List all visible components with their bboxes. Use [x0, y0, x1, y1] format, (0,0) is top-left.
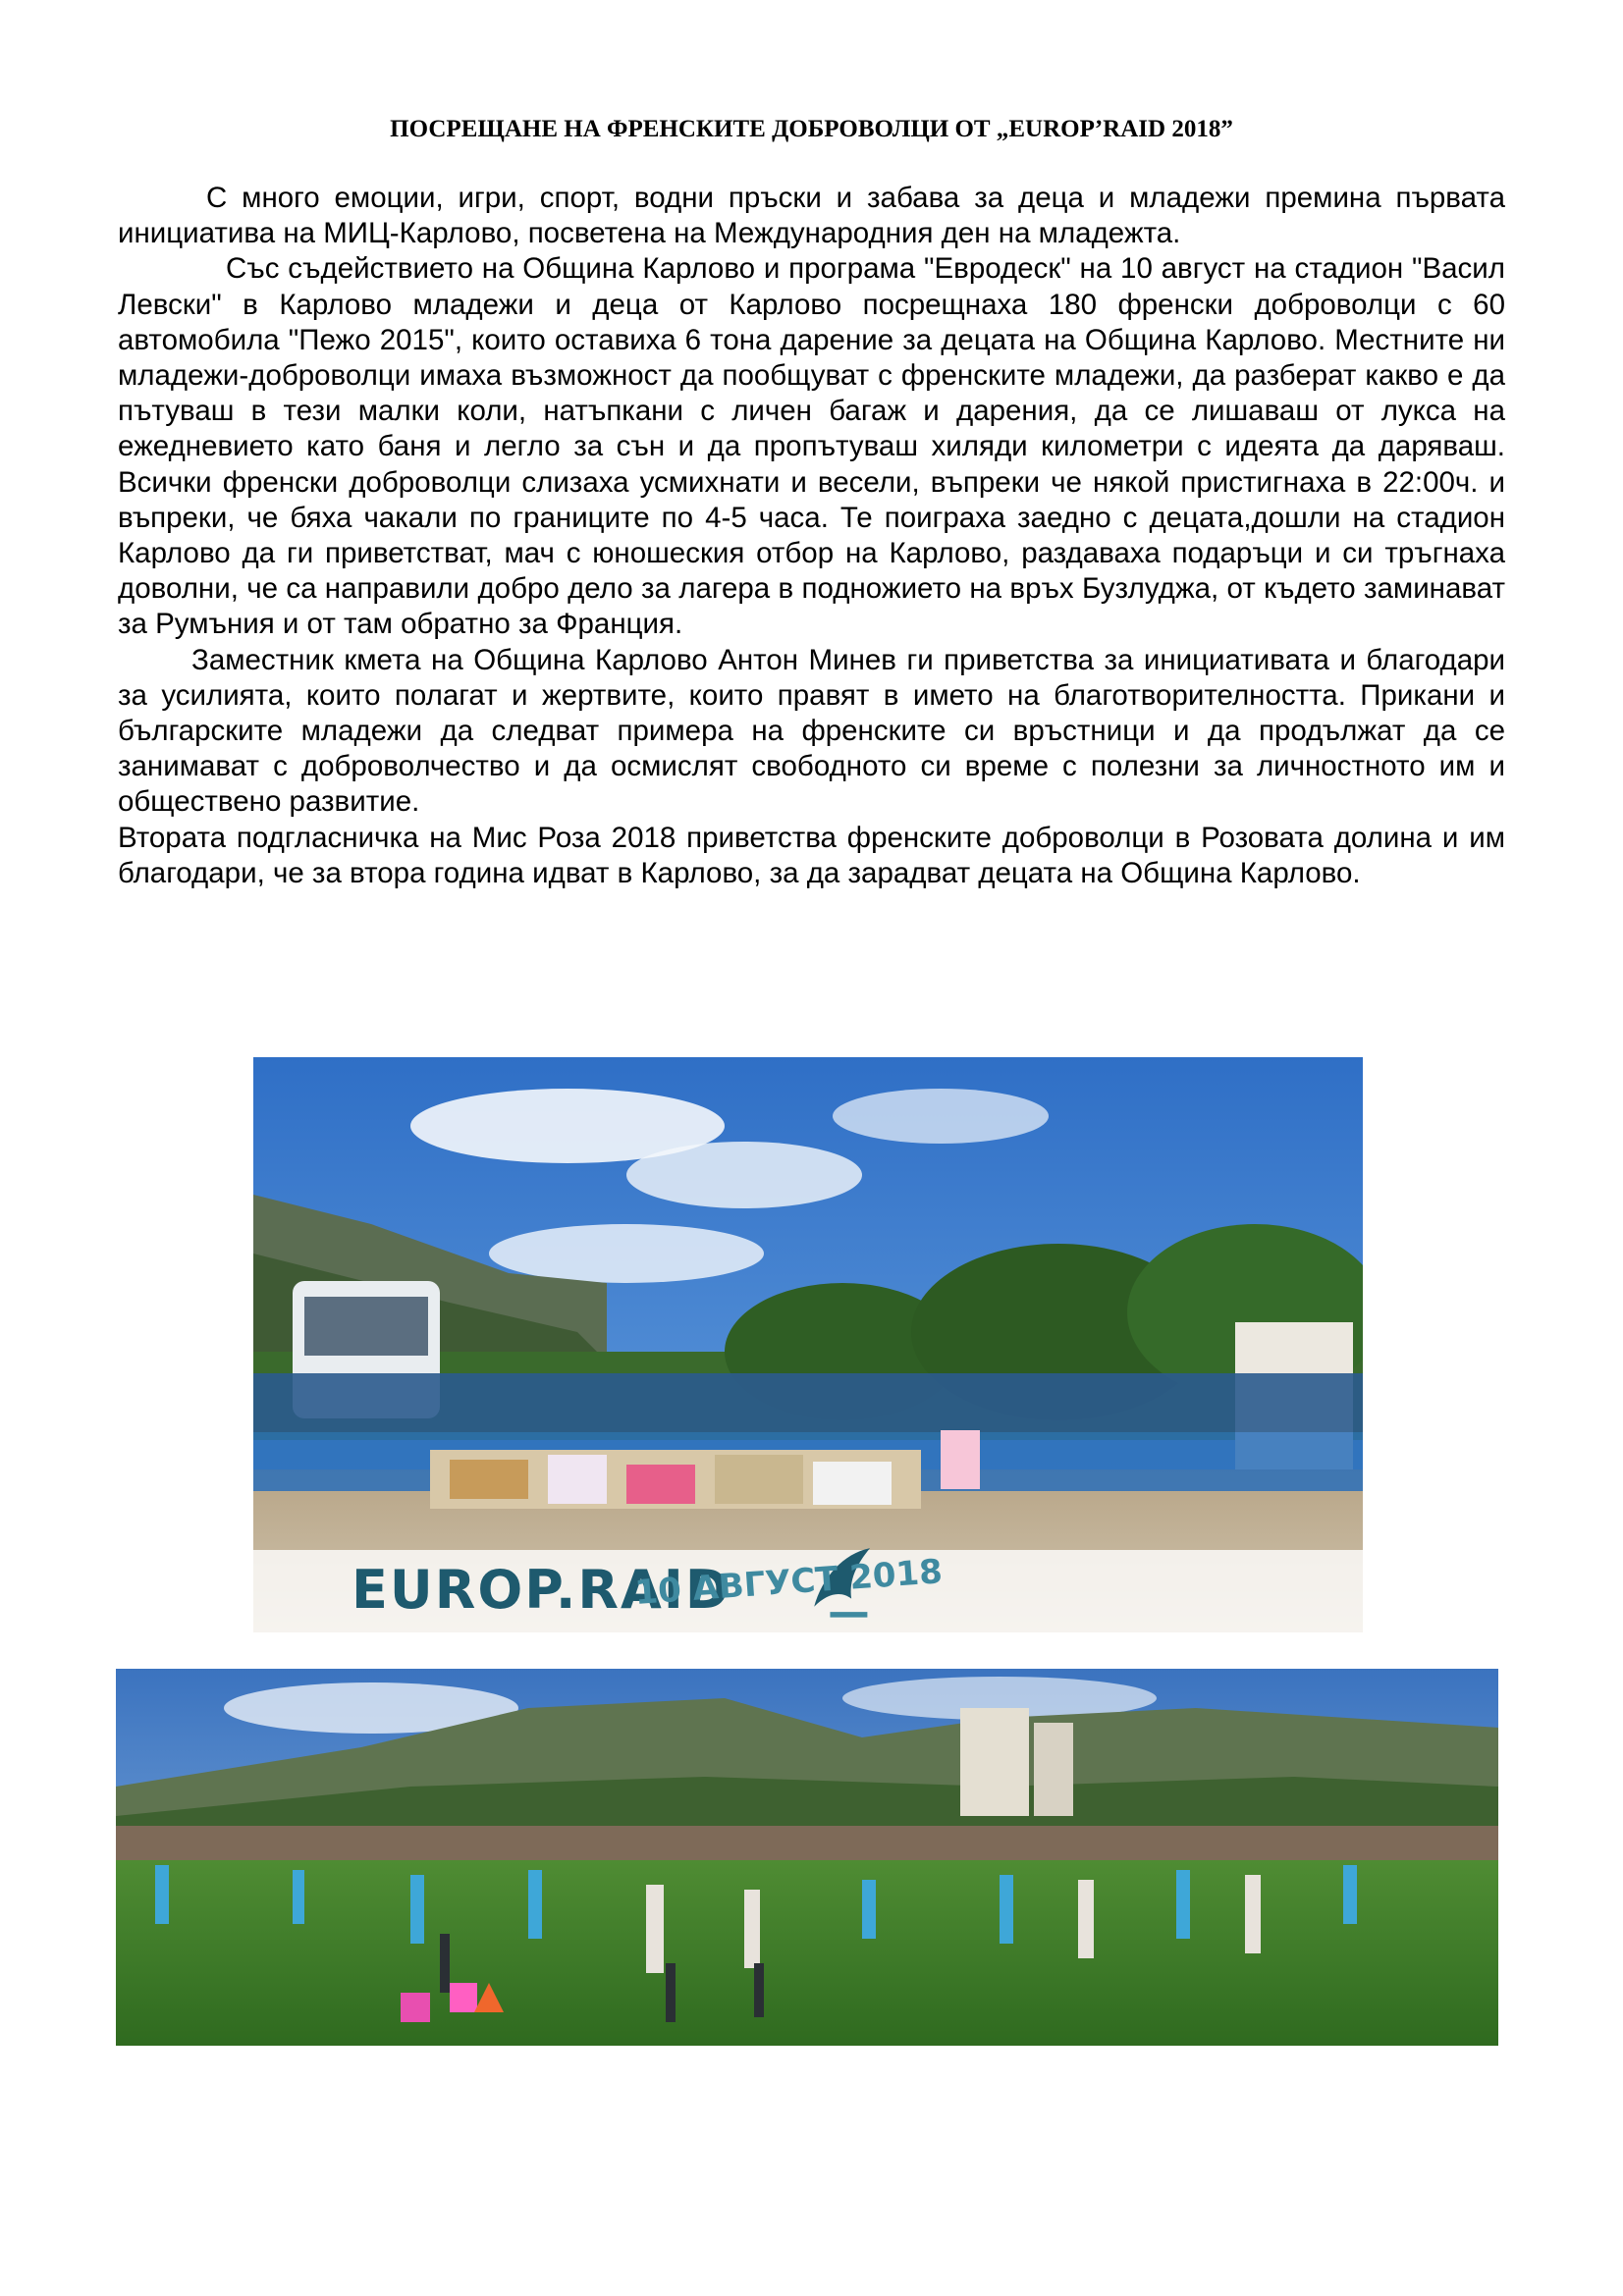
article-body: [118, 181, 1505, 891]
paragraph-1: С много емоции, игри, спорт, водни пръски и забава за деца и младежи премина първата инициатива на МИЦ-Карлово, посветена на Международния ден на младежта.: [118, 182, 1505, 250]
field-photo: [116, 1669, 1498, 2046]
paragraph-2: Със съдействието на Община Карлово и програма "Евродеск" на 10 август на стадион "Васил Левски" в Карлово младежи и деца от Карлово посрещнаха 180 френски доброволци с 60 автомобила "Пежо 2015", които оставиха 6 тона дарение за децата на Община Карлово. Местните ни младежи-доброволци имаха възможност да пообщуват с френските младежи, да разберат какво е да пътуваш в тези малки коли, натъпкани с личен багаж и дарения, да се лишаваш от лукса на ежедневието като баня и легло за сън и да пропътуваш хиляди километри с идеята да даряваш. Всички френски доброволци слизаха усмихнати и весели, въпреки че някой пристигнаха в 22:00ч. и въпреки, че бяха чакали по границите по 4-5 часа. Те поиграха заедно с децата,дошли на стадион Карлово да ги приветстват, мач с юношеския отбор на Карлово, раздаваха подаръци и си тръгнаха доволни, че са направили добро дело за лагера в подножието на връх Бузлуджа, от където заминават за Румъния и от там обратно за Франция.: [118, 252, 1505, 641]
logo-text: EUROP.RAID: [352, 1559, 731, 1621]
field-photo-image: [116, 1669, 1498, 2046]
page-title: ПОСРЕЩАНЕ НА ФРЕНСКИТЕ ДОБРОВОЛЦИ ОТ „EUROP’RAID 2018”: [390, 116, 1233, 142]
group-photo: [253, 1057, 1363, 1632]
event-date: 10 АВГУСТ 2018: [633, 1552, 945, 1613]
logo-banner: [253, 1550, 1363, 1632]
paragraph-3: Заместник кмета на Община Карлово Антон Минев ги приветства за инициативата и благодари за усилията, които полагат и жертвите, които правят в името на благотворителността. Прикани и българските младежи да следват примера на френските си връстници и да продължат да се занимават с доброволчество и да осмислят свободното си време с полезни за личностното им и обществено развитие.: [118, 643, 1505, 819]
paragraph-4: Втората подгласничка на Мис Роза 2018 приветства френските доброволци в Розовата долина и им благодари, че за втора година идват в Карлово, за да зарадват децата на Община Карлово.: [118, 821, 1505, 889]
